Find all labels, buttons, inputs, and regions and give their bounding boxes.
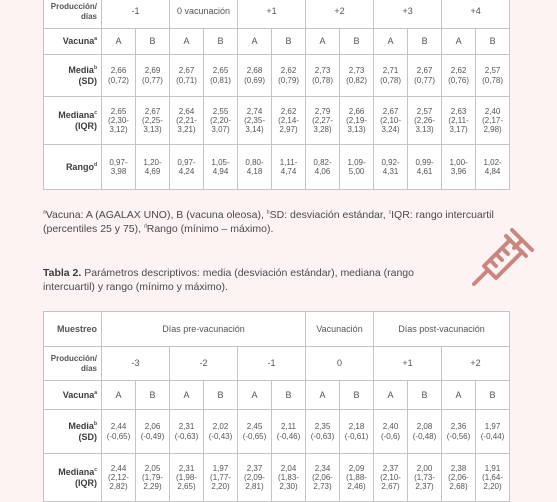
range-cell: 0,92- 4,31 — [374, 145, 408, 190]
median-cell: 2,79 (2,27- 3,28) — [306, 97, 340, 145]
mean-cell: 2,67 (0,77) — [408, 55, 442, 97]
median-cell: 2,37 (2,10- 2,67) — [374, 454, 408, 502]
vaccine-cell: B — [272, 381, 306, 410]
post-vaccination-header: Días post-vacunación — [374, 312, 510, 347]
median-cell: 2,00 (1,73- 2,37) — [408, 454, 442, 502]
vaccine-cell: A — [306, 29, 340, 55]
vaccine-cell: B — [476, 29, 510, 55]
day-cell: -3 — [102, 347, 170, 381]
median-cell: 2,09 (1,88- 2,46) — [340, 454, 374, 502]
table2-sampling-row — [44, 312, 510, 347]
range-cell: 1,00- 3,96 — [442, 145, 476, 190]
production-days-label: Producción/ días — [44, 0, 102, 29]
vaccine-cell: A — [102, 29, 136, 55]
table1-mean-row — [44, 55, 510, 97]
median-cell: 2,63 (2,11- 3,17) — [442, 97, 476, 145]
median-cell: 2,64 (2,21- 3,21) — [170, 97, 204, 145]
vaccine-cell: A — [374, 29, 408, 55]
vaccine-cell: B — [272, 29, 306, 55]
mean-cell: 2,18 (-0,61) — [340, 410, 374, 454]
vaccine-cell: B — [204, 29, 238, 55]
table2-vaccine-row — [44, 381, 510, 410]
median-cell: 2,31 (1,98- 2,65) — [170, 454, 204, 502]
mean-cell: 2,65 (0,81) — [204, 55, 238, 97]
vaccine-cell: B — [204, 381, 238, 410]
table1-range-row — [44, 145, 510, 190]
vaccine-cell: A — [374, 381, 408, 410]
table-2 — [43, 311, 510, 502]
vaccine-cell: B — [340, 381, 374, 410]
syringe-icon — [466, 224, 538, 296]
mean-cell: 2,69 (0,77) — [136, 55, 170, 97]
median-cell: 2,55 (2,20- 3,07) — [204, 97, 238, 145]
mean-cell: 2,08 (-0,48) — [408, 410, 442, 454]
table2-days-row — [44, 347, 510, 381]
table1-footnote: $^a$Vacuna: A (AGALAX UNO), B (vacuna oleosa), $^b$SD: desviación estándar, $^c$IQR: rango intercuartil (percentiles 25 y 75), $^d$Rango (mínimo – máximo). — [43, 209, 494, 235]
mean-cell: 2,62 (0,79) — [272, 55, 306, 97]
median-cell: 1,91 (1,64- 2,20) — [476, 454, 510, 502]
vaccine-cell: A — [306, 381, 340, 410]
mean-cell: 2,57 (0,78) — [476, 55, 510, 97]
vaccine-cell: B — [136, 381, 170, 410]
median-cell: 2,37 (2,09- 2,81) — [238, 454, 272, 502]
median-cell: 2,66 (2,19- 3,13) — [340, 97, 374, 145]
vaccine-label: Vacuna$^a$ — [44, 29, 102, 55]
vaccine-cell: A — [170, 381, 204, 410]
table1-median-row — [44, 97, 510, 145]
table1-vaccine-row — [44, 29, 510, 55]
median-cell: 2,67 (2,25- 3,13) — [136, 97, 170, 145]
range-cell: 0,97- 3,98 — [102, 145, 136, 190]
median-cell: 2,65 (2,30- 3,12) — [102, 97, 136, 145]
median-cell: 2,67 (2,10- 3,24) — [374, 97, 408, 145]
vaccine-label: Vacuna$^a$ — [44, 381, 102, 410]
median-cell: 2,05 (1,79- 2,29) — [136, 454, 170, 502]
mean-cell: 2,73 (0,78) — [306, 55, 340, 97]
day-cell: -1 — [238, 347, 306, 381]
day-cell: 0 — [306, 347, 374, 381]
day-cell: +3 — [374, 0, 442, 29]
median-cell: 2,34 (2,06- 2,73) — [306, 454, 340, 502]
mean-cell: 2,45 (-0,65) — [238, 410, 272, 454]
day-cell: 0 vacunación — [170, 0, 238, 29]
range-cell: 1,20- 4,69 — [136, 145, 170, 190]
vaccine-cell: A — [442, 381, 476, 410]
median-cell: 2,62 (2,14- 2,97) — [272, 97, 306, 145]
mean-label: Media$^b$ (SD) — [44, 410, 102, 454]
mean-cell: 2,02 (-0,43) — [204, 410, 238, 454]
vaccine-cell: B — [340, 29, 374, 55]
vaccine-cell: B — [408, 29, 442, 55]
pre-vaccination-header: Días pre-vacunación — [102, 312, 306, 347]
table-1 — [43, 0, 510, 190]
range-cell: 1,02- 4,84 — [476, 145, 510, 190]
day-cell: +2 — [306, 0, 374, 29]
median-cell: 2,04 (1,83- 2,30) — [272, 454, 306, 502]
table1-days-row — [44, 0, 510, 29]
mean-cell: 2,40 (-0,6) — [374, 410, 408, 454]
vaccination-header: Vacunación — [306, 312, 374, 347]
vaccine-cell: A — [238, 29, 272, 55]
day-cell: -1 — [102, 0, 170, 29]
median-cell: 2,40 (2,17- 2,98) — [476, 97, 510, 145]
table2-mean-row — [44, 410, 510, 454]
range-cell: 1,05- 4,94 — [204, 145, 238, 190]
mean-cell: 2,35 (-0,63) — [306, 410, 340, 454]
mean-cell: 1,97 (-0,44) — [476, 410, 510, 454]
median-label: Mediana$^c$ (IQR) — [44, 454, 102, 502]
mean-cell: 2,73 (0,82) — [340, 55, 374, 97]
vaccine-cell: B — [476, 381, 510, 410]
mean-cell: 2,11 (-0,46) — [272, 410, 306, 454]
median-cell: 1,97 (1,77- 2,20) — [204, 454, 238, 502]
range-label: Rango$^d$ — [44, 145, 102, 190]
day-cell: +1 — [374, 347, 442, 381]
vaccine-cell: A — [442, 29, 476, 55]
day-cell: -2 — [170, 347, 238, 381]
sampling-label: Muestreo — [44, 312, 102, 347]
range-cell: 0,99- 4,61 — [408, 145, 442, 190]
median-cell: 2,74 (2,35- 3,14) — [238, 97, 272, 145]
mean-cell: 2,36 (-0,56) — [442, 410, 476, 454]
median-label: Mediana$^c$ (IQR) — [44, 97, 102, 145]
mean-cell: 2,44 (-0,65) — [102, 410, 136, 454]
vaccine-cell: A — [170, 29, 204, 55]
vaccine-cell: A — [238, 381, 272, 410]
range-cell: 0,80- 4,18 — [238, 145, 272, 190]
vaccine-cell: B — [136, 29, 170, 55]
range-cell: 1,11- 4,74 — [272, 145, 306, 190]
production-days-label: Producción/ días — [44, 347, 102, 381]
range-cell: 0,82- 4,06 — [306, 145, 340, 190]
table2-caption: Tabla 2. Parámetros descriptivos: media (desviación estándar), mediana (rango intercuartil) y rango (mínimo y máximo). — [43, 267, 414, 293]
range-cell: 1,09- 5,00 — [340, 145, 374, 190]
day-cell: +2 — [442, 347, 510, 381]
day-cell: +1 — [238, 0, 306, 29]
vaccine-cell: A — [102, 381, 136, 410]
median-cell: 2,44 (2,12- 2,82) — [102, 454, 136, 502]
mean-label: Media$^b$ (SD) — [44, 55, 102, 97]
table2-median-row — [44, 454, 510, 502]
median-cell: 2,57 (2,26- 3,13) — [408, 97, 442, 145]
median-cell: 2,38 (2,06- 2,68) — [442, 454, 476, 502]
mean-cell: 2,31 (-0,63) — [170, 410, 204, 454]
mean-cell: 2,06 (-0,49) — [136, 410, 170, 454]
mean-cell: 2,71 (0,78) — [374, 55, 408, 97]
range-cell: 0,97- 4,24 — [170, 145, 204, 190]
vaccine-cell: B — [408, 381, 442, 410]
mean-cell: 2,62 (0,76) — [442, 55, 476, 97]
mean-cell: 2,66 (0,72) — [102, 55, 136, 97]
mean-cell: 2,68 (0,69) — [238, 55, 272, 97]
mean-cell: 2,67 (0,71) — [170, 55, 204, 97]
day-cell: +4 — [442, 0, 510, 29]
